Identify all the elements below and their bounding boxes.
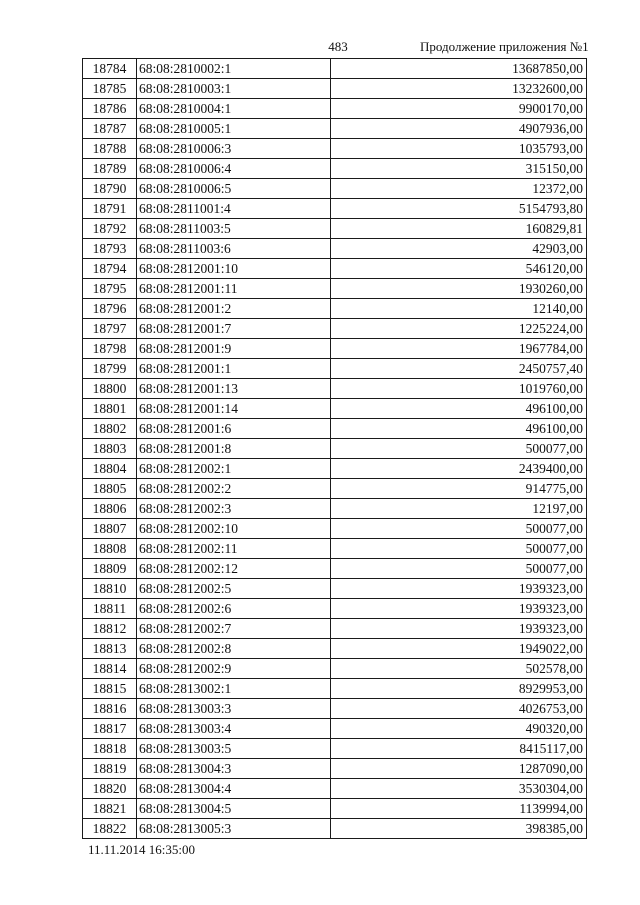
row-number-cell: 18805 — [83, 479, 137, 499]
cadastral-value-cell: 914775,00 — [331, 479, 587, 499]
cadastral-value-cell: 12197,00 — [331, 499, 587, 519]
cadastral-number-cell: 68:08:2812002:10 — [137, 519, 331, 539]
table-row — [83, 699, 587, 719]
cadastral-number-cell: 68:08:2813002:1 — [137, 679, 331, 699]
table-row — [83, 459, 587, 479]
cadastral-value-cell: 5154793,80 — [331, 199, 587, 219]
cadastral-number-cell: 68:08:2812001:11 — [137, 279, 331, 299]
table-row — [83, 639, 587, 659]
row-number-cell: 18812 — [83, 619, 137, 639]
table-body — [83, 59, 587, 839]
cadastral-value-cell: 500077,00 — [331, 519, 587, 539]
row-number-cell: 18822 — [83, 819, 137, 839]
cadastral-value-cell: 490320,00 — [331, 719, 587, 739]
cadastral-number-cell: 68:08:2812002:8 — [137, 639, 331, 659]
cadastral-value-cell: 13687850,00 — [331, 59, 587, 79]
table-row — [83, 579, 587, 599]
cadastral-value-cell: 546120,00 — [331, 259, 587, 279]
cadastral-value-cell: 13232600,00 — [331, 79, 587, 99]
cadastral-value-cell: 500077,00 — [331, 539, 587, 559]
cadastral-number-cell: 68:08:2810006:4 — [137, 159, 331, 179]
cadastral-number-cell: 68:08:2810003:1 — [137, 79, 331, 99]
row-number-cell: 18801 — [83, 399, 137, 419]
row-number-cell: 18809 — [83, 559, 137, 579]
table-row — [83, 279, 587, 299]
cadastral-value-cell: 1939323,00 — [331, 619, 587, 639]
table-row — [83, 499, 587, 519]
cadastral-number-cell: 68:08:2812001:8 — [137, 439, 331, 459]
cadastral-number-cell: 68:08:2812002:7 — [137, 619, 331, 639]
cadastral-number-cell: 68:08:2812001:10 — [137, 259, 331, 279]
cadastral-value-cell: 1939323,00 — [331, 579, 587, 599]
table-row — [83, 539, 587, 559]
table-row — [83, 679, 587, 699]
cadastral-number-cell: 68:08:2812001:13 — [137, 379, 331, 399]
table-row — [83, 159, 587, 179]
cadastral-value-table — [82, 58, 587, 839]
cadastral-value-cell: 1019760,00 — [331, 379, 587, 399]
row-number-cell: 18815 — [83, 679, 137, 699]
print-timestamp: 11.11.2014 16:35:00 — [88, 842, 196, 857]
table-row — [83, 599, 587, 619]
table-row — [83, 399, 587, 419]
table-row — [83, 479, 587, 499]
cadastral-value-cell: 1225224,00 — [331, 319, 587, 339]
table-row — [83, 799, 587, 819]
table-row — [83, 519, 587, 539]
cadastral-value-cell: 1949022,00 — [331, 639, 587, 659]
row-number-cell: 18814 — [83, 659, 137, 679]
cadastral-number-cell: 68:08:2811003:5 — [137, 219, 331, 239]
cadastral-value-cell: 1139994,00 — [331, 799, 587, 819]
cadastral-number-cell: 68:08:2811001:4 — [137, 199, 331, 219]
cadastral-value-cell: 2439400,00 — [331, 459, 587, 479]
cadastral-value-cell: 500077,00 — [331, 559, 587, 579]
table-row — [83, 439, 587, 459]
table-row — [83, 239, 587, 259]
cadastral-number-cell: 68:08:2812001:14 — [137, 399, 331, 419]
row-number-cell: 18798 — [83, 339, 137, 359]
row-number-cell: 18797 — [83, 319, 137, 339]
row-number-cell: 18791 — [83, 199, 137, 219]
table-row — [83, 419, 587, 439]
cadastral-number-cell: 68:08:2812001:6 — [137, 419, 331, 439]
cadastral-number-cell: 68:08:2812002:6 — [137, 599, 331, 619]
cadastral-value-cell: 1287090,00 — [331, 759, 587, 779]
cadastral-number-cell: 68:08:2813004:4 — [137, 779, 331, 799]
cadastral-value-cell: 496100,00 — [331, 419, 587, 439]
page-number: 483 — [328, 39, 348, 54]
cadastral-number-cell: 68:08:2810005:1 — [137, 119, 331, 139]
cadastral-number-cell: 68:08:2812002:1 — [137, 459, 331, 479]
cadastral-number-cell: 68:08:2810004:1 — [137, 99, 331, 119]
cadastral-number-cell: 68:08:2812002:12 — [137, 559, 331, 579]
cadastral-value-cell: 3530304,00 — [331, 779, 587, 799]
cadastral-number-cell: 68:08:2812001:2 — [137, 299, 331, 319]
table-row — [83, 199, 587, 219]
row-number-cell: 18802 — [83, 419, 137, 439]
row-number-cell: 18807 — [83, 519, 137, 539]
cadastral-value-cell: 315150,00 — [331, 159, 587, 179]
cadastral-value-cell: 496100,00 — [331, 399, 587, 419]
table-row — [83, 179, 587, 199]
cadastral-number-cell: 68:08:2812001:9 — [137, 339, 331, 359]
table-row — [83, 299, 587, 319]
cadastral-number-cell: 68:08:2813005:3 — [137, 819, 331, 839]
row-number-cell: 18793 — [83, 239, 137, 259]
cadastral-value-cell: 9900170,00 — [331, 99, 587, 119]
row-number-cell: 18792 — [83, 219, 137, 239]
table-row — [83, 119, 587, 139]
table-row — [83, 139, 587, 159]
cadastral-value-cell: 160829,81 — [331, 219, 587, 239]
table-row — [83, 319, 587, 339]
row-number-cell: 18790 — [83, 179, 137, 199]
cadastral-value-cell: 2450757,40 — [331, 359, 587, 379]
row-number-cell: 18799 — [83, 359, 137, 379]
cadastral-value-cell: 42903,00 — [331, 239, 587, 259]
table-row — [83, 559, 587, 579]
row-number-cell: 18803 — [83, 439, 137, 459]
cadastral-value-cell: 8415117,00 — [331, 739, 587, 759]
row-number-cell: 18816 — [83, 699, 137, 719]
cadastral-number-cell: 68:08:2813004:3 — [137, 759, 331, 779]
cadastral-number-cell: 68:08:2812002:2 — [137, 479, 331, 499]
table-row — [83, 99, 587, 119]
table-row — [83, 719, 587, 739]
appendix-caption: Продолжение приложения №1 — [420, 39, 589, 54]
row-number-cell: 18819 — [83, 759, 137, 779]
table-row — [83, 219, 587, 239]
row-number-cell: 18796 — [83, 299, 137, 319]
cadastral-number-cell: 68:08:2812002:9 — [137, 659, 331, 679]
row-number-cell: 18806 — [83, 499, 137, 519]
table-row — [83, 819, 587, 839]
row-number-cell: 18821 — [83, 799, 137, 819]
cadastral-number-cell: 68:08:2810006:5 — [137, 179, 331, 199]
cadastral-value-cell: 502578,00 — [331, 659, 587, 679]
table-row — [83, 259, 587, 279]
table-row — [83, 619, 587, 639]
table-row — [83, 79, 587, 99]
row-number-cell: 18786 — [83, 99, 137, 119]
cadastral-number-cell: 68:08:2810002:1 — [137, 59, 331, 79]
row-number-cell: 18789 — [83, 159, 137, 179]
cadastral-number-cell: 68:08:2813003:4 — [137, 719, 331, 739]
cadastral-value-cell: 1035793,00 — [331, 139, 587, 159]
table-row — [83, 779, 587, 799]
row-number-cell: 18818 — [83, 739, 137, 759]
row-number-cell: 18813 — [83, 639, 137, 659]
cadastral-value-cell: 4026753,00 — [331, 699, 587, 719]
row-number-cell: 18811 — [83, 599, 137, 619]
cadastral-value-cell: 12372,00 — [331, 179, 587, 199]
cadastral-value-cell: 8929953,00 — [331, 679, 587, 699]
row-number-cell: 18800 — [83, 379, 137, 399]
cadastral-number-cell: 68:08:2813003:3 — [137, 699, 331, 719]
cadastral-value-cell: 1967784,00 — [331, 339, 587, 359]
row-number-cell: 18787 — [83, 119, 137, 139]
row-number-cell: 18820 — [83, 779, 137, 799]
cadastral-number-cell: 68:08:2811003:6 — [137, 239, 331, 259]
row-number-cell: 18784 — [83, 59, 137, 79]
row-number-cell: 18804 — [83, 459, 137, 479]
table-row — [83, 379, 587, 399]
row-number-cell: 18785 — [83, 79, 137, 99]
cadastral-number-cell: 68:08:2812002:5 — [137, 579, 331, 599]
table-row — [83, 59, 587, 79]
table-row — [83, 339, 587, 359]
cadastral-number-cell: 68:08:2810006:3 — [137, 139, 331, 159]
cadastral-number-cell: 68:08:2812002:11 — [137, 539, 331, 559]
table-row — [83, 359, 587, 379]
row-number-cell: 18795 — [83, 279, 137, 299]
cadastral-value-cell: 398385,00 — [331, 819, 587, 839]
table-row — [83, 659, 587, 679]
row-number-cell: 18788 — [83, 139, 137, 159]
cadastral-number-cell: 68:08:2812001:1 — [137, 359, 331, 379]
table-row — [83, 739, 587, 759]
row-number-cell: 18817 — [83, 719, 137, 739]
cadastral-number-cell: 68:08:2813004:5 — [137, 799, 331, 819]
cadastral-number-cell: 68:08:2812002:3 — [137, 499, 331, 519]
cadastral-value-cell: 12140,00 — [331, 299, 587, 319]
cadastral-value-cell: 4907936,00 — [331, 119, 587, 139]
row-number-cell: 18808 — [83, 539, 137, 559]
row-number-cell: 18810 — [83, 579, 137, 599]
cadastral-value-cell: 1939323,00 — [331, 599, 587, 619]
table-row — [83, 759, 587, 779]
cadastral-value-cell: 1930260,00 — [331, 279, 587, 299]
cadastral-number-cell: 68:08:2812001:7 — [137, 319, 331, 339]
cadastral-value-cell: 500077,00 — [331, 439, 587, 459]
row-number-cell: 18794 — [83, 259, 137, 279]
cadastral-number-cell: 68:08:2813003:5 — [137, 739, 331, 759]
